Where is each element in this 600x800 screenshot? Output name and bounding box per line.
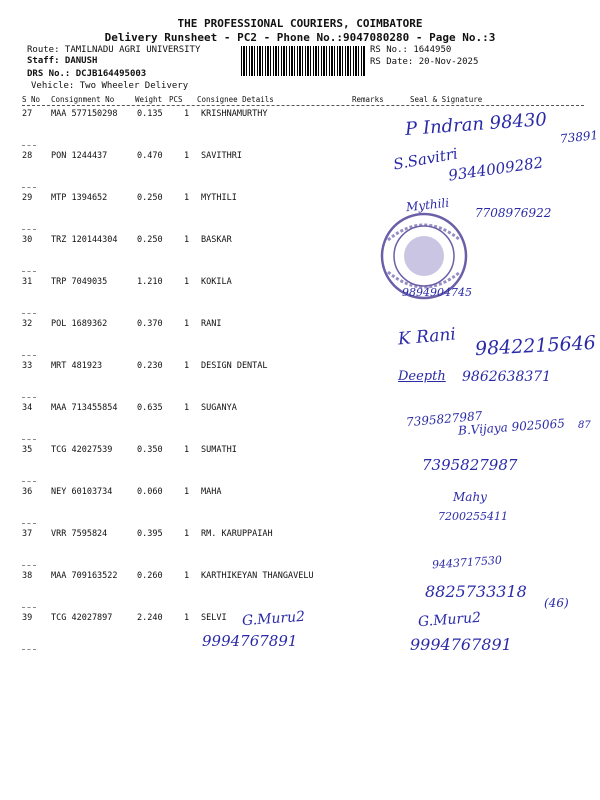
cell-pcs: 1 — [184, 571, 190, 581]
row-separator — [22, 649, 36, 650]
cell-weight: 0.370 — [137, 319, 163, 329]
row-separator — [22, 523, 36, 524]
cell-consignment: MAA 709163522 — [51, 571, 118, 581]
cell-weight: 1.210 — [137, 277, 163, 287]
cell-pcs: 1 — [184, 277, 190, 287]
cell-pcs: 1 — [184, 109, 190, 119]
cell-pcs: 1 — [184, 613, 190, 623]
col-pcs: PCS — [169, 95, 183, 104]
rs-number: RS No.: 1644950 — [370, 45, 452, 55]
drs-label: DRS No.: DCJB164495003 — [27, 69, 147, 79]
row-separator — [22, 607, 36, 608]
cell-consignment: TCG 42027539 — [51, 445, 113, 455]
phone-row34: 7395827987 — [405, 408, 483, 430]
signature-row34: B.Vijaya 9025065 — [457, 416, 566, 438]
cell-consignee: RANI — [201, 319, 222, 329]
phone-row35: 7395827987 — [422, 456, 518, 474]
phone-row28: 9344009282 — [447, 153, 545, 185]
barcode — [241, 46, 366, 76]
cell-consignee: SELVI — [201, 613, 227, 623]
row-separator — [22, 565, 36, 566]
cell-sno: 37 — [22, 529, 33, 539]
cell-pcs: 1 — [184, 445, 190, 455]
cell-consignee: SUMATHI — [201, 445, 237, 455]
row-separator — [22, 355, 36, 356]
phone-row31: 9894904745 — [402, 286, 472, 299]
cell-weight: 0.635 — [137, 403, 163, 413]
signature-row32: K Rani — [397, 324, 457, 350]
row-separator — [22, 145, 36, 146]
row-separator — [22, 271, 36, 272]
cell-consignee: KRISHNAMURTHY — [201, 109, 268, 119]
cell-consignment: MRT 481923 — [51, 361, 103, 371]
cell-pcs: 1 — [184, 403, 190, 413]
phone-row32: 9842215646 — [474, 331, 597, 361]
staff-label: Staff: DANUSH — [27, 56, 98, 66]
cell-consignee: DESIGN DENTAL — [201, 361, 268, 371]
signature-row39-name: G.Muru2 — [241, 608, 306, 630]
rs-date: RS Date: 20-Nov-2025 — [370, 57, 479, 67]
cell-weight: 0.350 — [137, 445, 163, 455]
cell-sno: 39 — [22, 613, 33, 623]
col-consignment: Consignment No — [51, 95, 115, 104]
signature-row38-extra: (46) — [544, 596, 569, 610]
cell-weight: 0.230 — [137, 361, 163, 371]
signature-row27: P Indran 98430 — [404, 109, 548, 140]
cell-consignee: SUGANYA — [201, 403, 237, 413]
row-separator — [22, 397, 36, 398]
row-separator — [22, 229, 36, 230]
phone-row36: 7200255411 — [438, 510, 508, 523]
cell-consignee: RM. KARUPPAIAH — [201, 529, 273, 539]
cell-weight: 0.260 — [137, 571, 163, 581]
signature-row29: Mythili — [405, 195, 450, 215]
cell-consignment: TCG 42027897 — [51, 613, 113, 623]
signature-row39-phone: 9994767891 — [410, 635, 512, 654]
company-title: THE PROFESSIONAL COURIERS, COIMBATORE — [177, 17, 423, 30]
cell-consignment: PON 1244437 — [51, 151, 108, 161]
cell-pcs: 1 — [184, 487, 190, 497]
vehicle-label: Vehicle: Two Wheeler Delivery — [31, 81, 189, 91]
col-seal: Seal & Signature — [410, 95, 483, 104]
cell-pcs: 1 — [184, 235, 190, 245]
cell-sno: 31 — [22, 277, 33, 287]
col-weight: Weight — [135, 95, 163, 104]
stamp-emblem — [404, 236, 444, 276]
cell-consignee: SAVITHRI — [201, 151, 242, 161]
row-separator — [22, 313, 36, 314]
cell-consignment: MAA 713455854 — [51, 403, 118, 413]
cell-consignment: TRZ 120144304 — [51, 235, 118, 245]
row-separator — [22, 439, 36, 440]
signature-row39: G.Muru2 — [417, 609, 482, 631]
cell-weight: 0.135 — [137, 109, 163, 119]
signature-row34-extra: 87 — [578, 420, 591, 431]
cell-pcs: 1 — [184, 193, 190, 203]
route-label: Route: TAMILNADU AGRI UNIVERSITY — [27, 45, 201, 55]
cell-weight: 0.250 — [137, 193, 163, 203]
signature-row36: Mahy — [453, 490, 487, 504]
cell-consignment: MAA 577150298 — [51, 109, 118, 119]
cell-sno: 29 — [22, 193, 33, 203]
signature-row28: S.Savitri — [391, 144, 460, 174]
signature-row33: Deepth — [398, 369, 446, 384]
cell-weight: 0.250 — [137, 235, 163, 245]
cell-consignment: MTP 1394652 — [51, 193, 108, 203]
cell-weight: 0.395 — [137, 529, 163, 539]
cell-sno: 33 — [22, 361, 33, 371]
cell-sno: 27 — [22, 109, 33, 119]
cell-pcs: 1 — [184, 151, 190, 161]
phone-row37: 9443717530 — [431, 553, 503, 572]
phone-row39: 9994767891 — [202, 632, 298, 650]
row-separator — [22, 481, 36, 482]
cell-weight: 0.470 — [137, 151, 163, 161]
col-sno: S No — [22, 95, 41, 104]
phone-row33: 9862638371 — [462, 369, 552, 385]
col-remarks: Remarks — [352, 95, 384, 104]
phone-row38: 8825733318 — [425, 582, 527, 601]
col-consignee: Consignee Details — [197, 95, 274, 104]
cell-consignee: MYTHILI — [201, 193, 237, 203]
cell-consignee: BASKAR — [201, 235, 232, 245]
cell-sno: 34 — [22, 403, 33, 413]
cell-sno: 32 — [22, 319, 33, 329]
cell-sno: 28 — [22, 151, 33, 161]
phone-row29: 7708976922 — [475, 206, 552, 220]
cell-consignee: KOKILA — [201, 277, 232, 287]
cell-consignee: MAHA — [201, 487, 222, 497]
cell-consignment: POL 1689362 — [51, 319, 108, 329]
cell-pcs: 1 — [184, 529, 190, 539]
cell-sno: 30 — [22, 235, 33, 245]
cell-sno: 35 — [22, 445, 33, 455]
cell-consignment: TRP 7049035 — [51, 277, 108, 287]
cell-weight: 0.060 — [137, 487, 163, 497]
cell-weight: 2.240 — [137, 613, 163, 623]
cell-sno: 38 — [22, 571, 33, 581]
cell-pcs: 1 — [184, 361, 190, 371]
signature-row27-extra: 73891 — [559, 128, 599, 146]
runsheet-subtitle: Delivery Runsheet - PC2 - Phone No.:9047080280 - Page No.:3 — [104, 31, 496, 44]
cell-consignee: KARTHIKEYAN THANGAVELU — [201, 571, 314, 581]
header-divider — [22, 105, 584, 106]
cell-pcs: 1 — [184, 319, 190, 329]
cell-consignment: VRR 7595824 — [51, 529, 108, 539]
row-separator — [22, 187, 36, 188]
cell-sno: 36 — [22, 487, 33, 497]
cell-consignment: NEY 60103734 — [51, 487, 113, 497]
